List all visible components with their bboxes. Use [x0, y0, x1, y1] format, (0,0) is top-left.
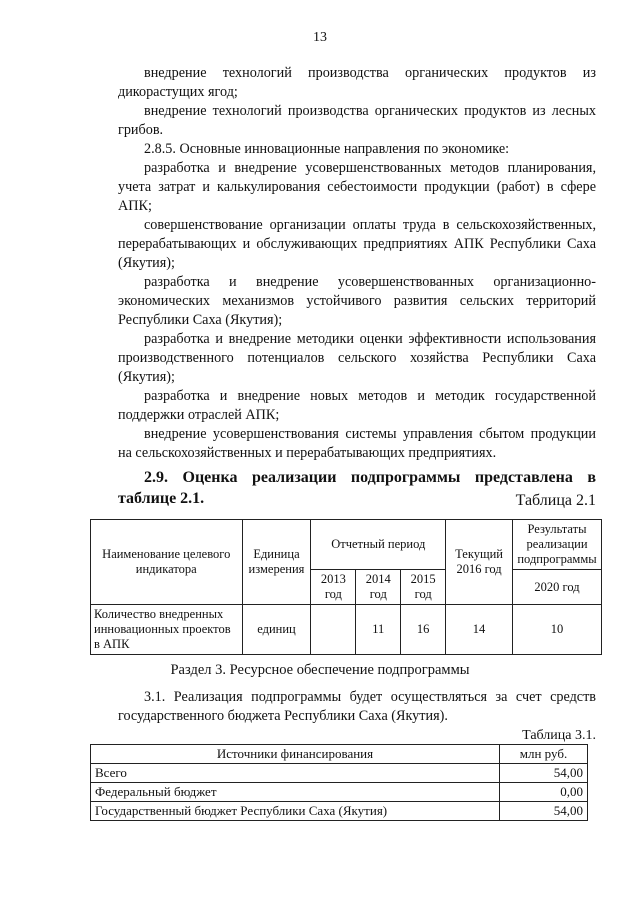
cell-current: 14	[446, 605, 513, 655]
paragraph: разработка и внедрение методики оценки эффективности использования производственного потенциалов сельского хозяйства Республики Саха (Якутия);	[118, 331, 596, 385]
header-year-2020: 2020 год	[513, 570, 602, 605]
table-row	[91, 783, 588, 802]
header-results: Результаты реализации подпрограммы	[513, 520, 602, 570]
paragraph: 2.8.5. Основные инновационные направления по экономике:	[144, 141, 510, 157]
cell-amount: 54,00	[500, 802, 588, 821]
table-row	[91, 802, 588, 821]
body-text	[118, 64, 596, 509]
page-number: 13	[313, 30, 327, 45]
header-current: Текущий 2016 год	[446, 520, 513, 605]
cell-2015: 16	[401, 605, 446, 655]
cell-source: Всего	[91, 764, 500, 783]
cell-amount: 0,00	[500, 783, 588, 802]
header-unit: Единица измерения	[242, 520, 311, 605]
indicator-table	[90, 519, 602, 655]
paragraph: внедрение технологий производства органических продуктов из лесных грибов.	[118, 103, 596, 138]
header-year: 2013 год	[311, 570, 356, 605]
header-period: Отчетный период	[311, 520, 446, 570]
paragraph: разработка и внедрение усовершенствованных организационно-экономических механизмов устойчивого развития сельских территорий Республики Саха (Якутия);	[118, 274, 596, 328]
header-amount: млн руб.	[500, 745, 588, 764]
paragraph: совершенствование организации оплаты труда в сельскохозяйственных, перерабатывающих и обслуживающих предприятиях АПК Республики Саха (Якутия);	[118, 217, 596, 271]
paragraph: разработка и внедрение новых методов и методик государственной поддержки отраслей АПК;	[118, 388, 596, 423]
paragraph: внедрение усовершенствования системы управления сбытом продукции на сельскохозяйственных и перерабатывающих предприятиях.	[118, 426, 596, 461]
table-3-1-label: Таблица 3.1.	[522, 728, 596, 743]
header-year: 2015 год	[401, 570, 446, 605]
table-2-1-label: Таблица 2.1	[515, 492, 596, 509]
section-3-text	[118, 688, 596, 726]
cell-2014: 11	[356, 605, 401, 655]
header-indicator: Наименование целевого индикатора	[91, 520, 243, 605]
cell-unit: единиц	[242, 605, 311, 655]
section-3-title: Раздел 3. Ресурсное обеспечение подпрограммы	[170, 662, 470, 678]
cell-source: Государственный бюджет Республики Саха (Якутия)	[91, 802, 500, 821]
section-heading-2-9: 2.9. Оценка реализации подпрограммы представлена в таблице 2.1.	[118, 469, 596, 507]
header-source: Источники финансирования	[91, 745, 500, 764]
cell-amount: 54,00	[500, 764, 588, 783]
paragraph: разработка и внедрение усовершенствованных методов планирования, учета затрат и калькулирования себестоимости продукции (работ) в сфере АПК;	[118, 160, 596, 214]
header-year: 2014 год	[356, 570, 401, 605]
table-row	[91, 764, 588, 783]
funding-table	[90, 744, 588, 821]
paragraph: внедрение технологий производства органических продуктов из дикорастущих ягод;	[118, 65, 596, 100]
table-row	[91, 605, 602, 655]
cell-2013	[311, 605, 356, 655]
cell-indicator: Количество внедренных инновационных проектов в АПК	[91, 605, 243, 655]
paragraph: 3.1. Реализация подпрограммы будет осуществляться за счет средств государственного бюджета Республики Саха (Якутия).	[118, 689, 596, 724]
cell-source: Федеральный бюджет	[91, 783, 500, 802]
cell-result: 10	[513, 605, 602, 655]
